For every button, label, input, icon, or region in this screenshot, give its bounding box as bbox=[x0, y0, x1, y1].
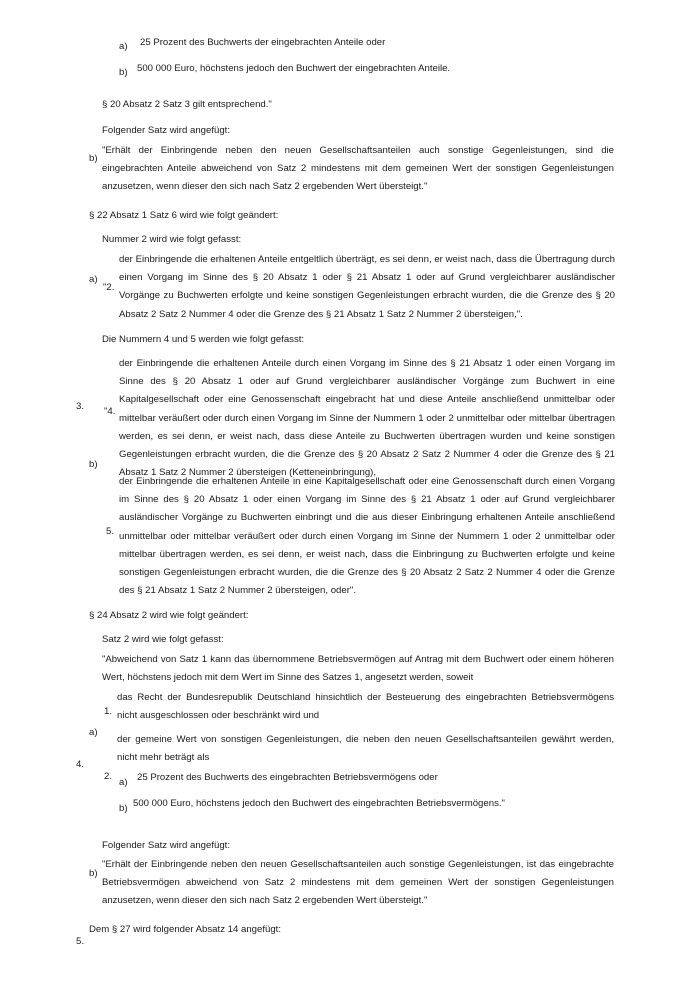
amendment-intro: Satz 2 wird wie folgt gefasst: bbox=[102, 634, 224, 645]
list-marker-a: a) bbox=[89, 727, 98, 738]
section-number-3: 3. bbox=[76, 401, 85, 412]
amendment-intro: Folgender Satz wird angefügt: bbox=[102, 840, 230, 851]
list-marker-b: b) bbox=[119, 67, 128, 78]
amendment-intro: Die Nummern 4 und 5 werden wie folgt gefasst: bbox=[102, 334, 305, 345]
condition-2: der gemeine Wert von sonstigen Gegenleistungen, die neben den neuen Gesellschaftsanteilen gewährt werden, nicht mehr beträgt als bbox=[117, 734, 614, 764]
list-marker-a: a) bbox=[89, 274, 98, 285]
quoted-sentence: "Erhält der Einbringende neben den neuen Gesellschaftsanteilen auch sonstige Gegenleistungen, ist das eingebrachte Betriebsvermögen abweichend von Satz 2 mindestens mit dem gemeinen Wert der sonstigen Gegenleistungen anzusetzen, wenn dieser den sich nach Satz 2 ergebenden Wert übersteigt." bbox=[102, 859, 614, 907]
amendment-intro: Folgender Satz wird angefügt: bbox=[102, 125, 230, 136]
list-marker-1: 1. bbox=[104, 706, 113, 717]
clause-text: 25 Prozent des Buchwerts des eingebrachten Betriebsvermögens oder bbox=[137, 772, 438, 783]
condition-1: das Recht der Bundesrepublik Deutschland hinsichtlich der Besteuerung des eingebrachten Betriebsvermögens nicht ausgeschlossen oder beschränkt wird und bbox=[117, 692, 614, 722]
quoted-sentence: "Abweichend von Satz 1 kann das übernommene Betriebsvermögen auf Antrag mit dem Buchwert oder einem höheren Wert, höchstens jedoch mit dem Wert im Sinne des Satzes 1, angesetzt werden, soweit bbox=[102, 654, 614, 684]
replacement-number-2: der Einbringende die erhaltenen Anteile entgeltlich überträgt, es sei denn, er weist nach, dass die Übertragung durch einen Vorgang im Sinne des § 20 Absatz 1 oder § 21 Absatz 1 oder auf Grund vergleichbarer ausländischer Vorgänge zu Buchwerten erfolgte und keine sonstigen Gegenleistungen erbracht wurden, die die Grenze des § 20 Absatz 2 Satz 2 Nummer 4 oder die Grenze des § 21 Absatz 1 Satz 2 Nummer 2 übersteigen,". bbox=[119, 254, 615, 320]
list-marker-5: 5. bbox=[106, 526, 115, 537]
replacement-number-5: der Einbringende die erhaltenen Anteile in eine Kapitalgesellschaft oder eine Genossenschaft durch einen Vorgang im Sinne des § 20 Absatz 1 oder einen Vorgang im Sinne des § 21 Absatz 1 oder auf Grund vergleichbarer ausländischer Vorgänge zu Buchwerten einbringt und die aus dieser Einbringung erhaltenen Anteile anschließend unmittelbar oder mittelbar veräußert oder durch einen Vorgang im Sinne der Nummern 1 oder 2 unmittelbar oder mittelbar übertragen werden, es sei denn, er weist nach, dass die Einbringung zu Buchwerten erfolgte und keine sonstigen Gegenleistungen erbracht wurden, die die Grenze des § 20 Absatz 2 Satz 2 Nummer 4 oder die Grenze des § 21 Absatz 1 Satz 2 Nummer 2 übersteigen, oder". bbox=[119, 476, 615, 597]
list-marker-quote-4: "4. bbox=[104, 406, 116, 417]
list-marker-a: a) bbox=[119, 777, 128, 788]
list-marker-a: a) bbox=[119, 41, 128, 52]
clause-text: 500 000 Euro, höchstens jedoch den Buchwert der eingebrachten Anteile. bbox=[137, 63, 451, 74]
section-number-5: 5. bbox=[76, 936, 85, 947]
list-marker-2: 2. bbox=[104, 771, 113, 782]
list-marker-b: b) bbox=[119, 803, 128, 814]
clause-text: 500 000 Euro, höchstens jedoch den Buchwert des eingebrachten Betriebsvermögens." bbox=[133, 798, 505, 809]
list-marker-b: b) bbox=[89, 868, 98, 879]
clause-text: 25 Prozent des Buchwerts der eingebrachten Anteile oder bbox=[140, 37, 386, 48]
amendment-intro: Nummer 2 wird wie folgt gefasst: bbox=[102, 234, 242, 245]
list-marker-b: b) bbox=[89, 459, 98, 470]
section-heading: Dem § 27 wird folgender Absatz 14 angefügt: bbox=[89, 924, 281, 935]
list-marker-quote-2: "2. bbox=[103, 282, 115, 293]
section-number-4: 4. bbox=[76, 759, 85, 770]
section-heading: § 24 Absatz 2 wird wie folgt geändert: bbox=[89, 610, 249, 621]
reference-sentence: § 20 Absatz 2 Satz 3 gilt entsprechend." bbox=[102, 99, 272, 110]
list-marker-b: b) bbox=[89, 153, 98, 164]
section-heading: § 22 Absatz 1 Satz 6 wird wie folgt geändert: bbox=[89, 210, 279, 221]
replacement-number-4: der Einbringende die erhaltenen Anteile durch einen Vorgang im Sinne des § 21 Absatz 1 oder einen Vorgang im Sinne des § 20 Absatz 1 oder auf Grund vergleichbarer ausländischer Vorgänge zum Buchwert in eine Kapitalgesellschaft oder eine Genossenschaft eingebracht hat und diese Anteile anschließend unmittelbar oder mittelbar veräußert oder durch einen Vorgang im Sinne der Nummern 1 oder 2 unmittelbar oder mittelbar übertragen werden, es sei denn, er weist nach, dass diese Anteile zu Buchwerten übertragen wurden und keine sonstigen Gegenleistungen erbracht wurden, die die Grenze des § 20 Absatz 2 Satz 2 Nummer 4 oder die Grenze des § 21 Absatz 1 Satz 2 Nummer 2 übersteigen (Ketteneinbringung), bbox=[119, 358, 615, 479]
quoted-sentence: "Erhält der Einbringende neben den neuen Gesellschaftsanteilen auch sonstige Gegenleistungen, sind die eingebrachten Anteile abweichend von Satz 2 mindestens mit dem gemeinen Wert der sonstigen Gegenleistungen anzusetzen, wenn dieser den sich nach Satz 2 ergebenden Wert übersteigt." bbox=[102, 145, 614, 193]
